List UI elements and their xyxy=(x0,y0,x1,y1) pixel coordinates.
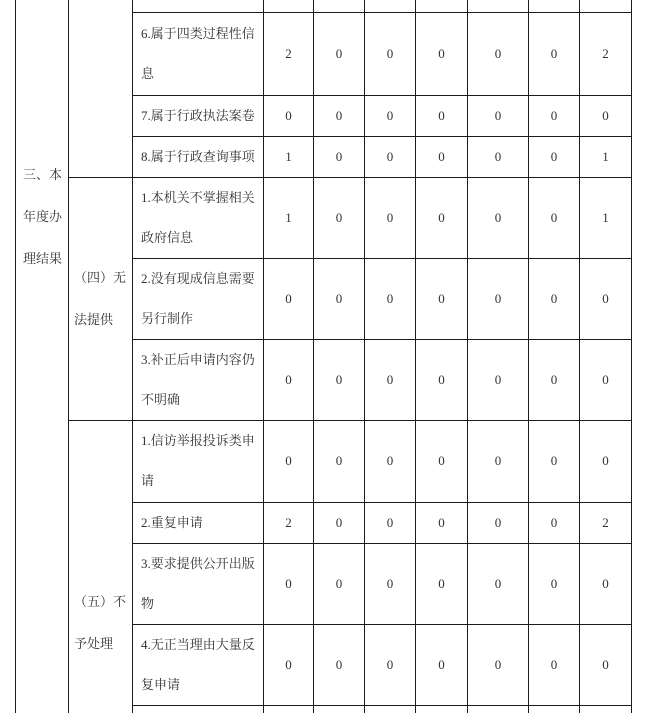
value-cell xyxy=(264,0,314,12)
value-cell: 0 xyxy=(314,543,365,624)
value-cell: 0 xyxy=(264,420,314,502)
value-cell: 0 xyxy=(468,502,529,543)
value-cell: 0 xyxy=(416,177,468,258)
value-cell: 0 xyxy=(416,502,468,543)
value-cell: 0 xyxy=(468,339,529,420)
value-cell: 0 xyxy=(314,258,365,339)
value-cell: 0 xyxy=(468,177,529,258)
value-cell: 0 xyxy=(264,95,314,136)
value-cell: 0 xyxy=(468,95,529,136)
value-cell: 1 xyxy=(580,177,632,258)
value-cell xyxy=(365,0,416,12)
value-cell: 0 xyxy=(529,543,580,624)
item-label-cell: 7.属于行政执法案卷 xyxy=(133,95,264,136)
value-cell: 0 xyxy=(264,543,314,624)
value-cell: 0 xyxy=(365,12,416,95)
row-group-label-cell: 三、本年度办理结果 xyxy=(16,0,69,713)
value-cell: 0 xyxy=(580,339,632,420)
value-cell: 0 xyxy=(314,624,365,705)
category-cell-unable-to-provide: （四）无法提供 xyxy=(69,177,133,420)
item-label-cell: 2.没有现成信息需要另行制作 xyxy=(133,258,264,339)
value-cell: 2 xyxy=(264,12,314,95)
value-cell: 0 xyxy=(416,258,468,339)
value-cell: 0 xyxy=(365,177,416,258)
value-cell: 1 xyxy=(264,136,314,177)
value-cell xyxy=(468,0,529,12)
value-cell: 0 xyxy=(529,136,580,177)
value-cell: 0 xyxy=(468,420,529,502)
value-cell: 1 xyxy=(264,177,314,258)
value-cell: 0 xyxy=(314,502,365,543)
value-cell: 0 xyxy=(580,420,632,502)
item-label-cell: 6.属于四类过程性信息 xyxy=(133,12,264,95)
value-cell: 1 xyxy=(580,136,632,177)
value-cell: 0 xyxy=(365,502,416,543)
value-cell: 0 xyxy=(529,624,580,705)
value-cell: 0 xyxy=(416,543,468,624)
category-cell-offscreen xyxy=(69,0,133,177)
item-label-cell: 8.属于行政查询事项 xyxy=(133,136,264,177)
value-cell: 0 xyxy=(580,95,632,136)
value-cell: 0 xyxy=(264,624,314,705)
value-cell xyxy=(416,705,468,713)
category-cell-not-processed: （五）不予处理 xyxy=(69,420,133,713)
item-label-cell: 1.本机关不掌握相关政府信息 xyxy=(133,177,264,258)
value-cell: 0 xyxy=(580,624,632,705)
item-label-cell: 4.无正当理由大量反复申请 xyxy=(133,624,264,705)
value-cell: 0 xyxy=(314,420,365,502)
value-cell: 0 xyxy=(580,543,632,624)
value-cell xyxy=(580,0,632,12)
value-cell: 0 xyxy=(314,177,365,258)
value-cell: 0 xyxy=(529,258,580,339)
value-cell: 0 xyxy=(468,136,529,177)
value-cell: 0 xyxy=(365,95,416,136)
value-cell xyxy=(264,705,314,713)
value-cell: 0 xyxy=(365,543,416,624)
value-cell: 0 xyxy=(468,12,529,95)
value-cell: 0 xyxy=(416,420,468,502)
value-cell xyxy=(314,705,365,713)
value-cell: 0 xyxy=(529,339,580,420)
value-cell: 0 xyxy=(365,420,416,502)
value-cell: 0 xyxy=(529,420,580,502)
value-cell: 0 xyxy=(416,12,468,95)
value-cell: 0 xyxy=(416,624,468,705)
table-row xyxy=(16,177,632,258)
table-row-partial-top xyxy=(16,0,632,12)
value-cell: 0 xyxy=(529,502,580,543)
value-cell xyxy=(529,705,580,713)
value-cell xyxy=(529,0,580,12)
value-cell: 0 xyxy=(314,95,365,136)
value-cell: 0 xyxy=(314,136,365,177)
item-label-cell: 2.重复申请 xyxy=(133,502,264,543)
value-cell: 2 xyxy=(580,502,632,543)
annual-report-results-table xyxy=(15,0,632,713)
value-cell: 0 xyxy=(365,624,416,705)
value-cell: 0 xyxy=(314,339,365,420)
value-cell: 0 xyxy=(416,136,468,177)
table-row xyxy=(16,420,632,502)
item-label-cell: 3.要求提供公开出版物 xyxy=(133,543,264,624)
value-cell: 0 xyxy=(314,12,365,95)
value-cell: 0 xyxy=(365,136,416,177)
value-cell: 0 xyxy=(580,258,632,339)
value-cell xyxy=(580,705,632,713)
value-cell xyxy=(468,705,529,713)
value-cell: 0 xyxy=(529,95,580,136)
value-cell: 0 xyxy=(468,624,529,705)
value-cell: 0 xyxy=(264,339,314,420)
value-cell: 0 xyxy=(264,258,314,339)
item-label-cell-partial xyxy=(133,705,264,713)
value-cell xyxy=(314,0,365,12)
value-cell: 0 xyxy=(529,12,580,95)
value-cell: 0 xyxy=(416,339,468,420)
item-label-cell: 1.信访举报投诉类申请 xyxy=(133,420,264,502)
value-cell: 2 xyxy=(264,502,314,543)
value-cell xyxy=(416,0,468,12)
value-cell: 0 xyxy=(468,543,529,624)
item-label-cell: 3.补正后申请内容仍不明确 xyxy=(133,339,264,420)
value-cell: 0 xyxy=(416,95,468,136)
value-cell xyxy=(365,705,416,713)
item-label-cell-partial xyxy=(133,0,264,12)
value-cell: 2 xyxy=(580,12,632,95)
value-cell: 0 xyxy=(468,258,529,339)
value-cell: 0 xyxy=(529,177,580,258)
value-cell: 0 xyxy=(365,258,416,339)
value-cell: 0 xyxy=(365,339,416,420)
